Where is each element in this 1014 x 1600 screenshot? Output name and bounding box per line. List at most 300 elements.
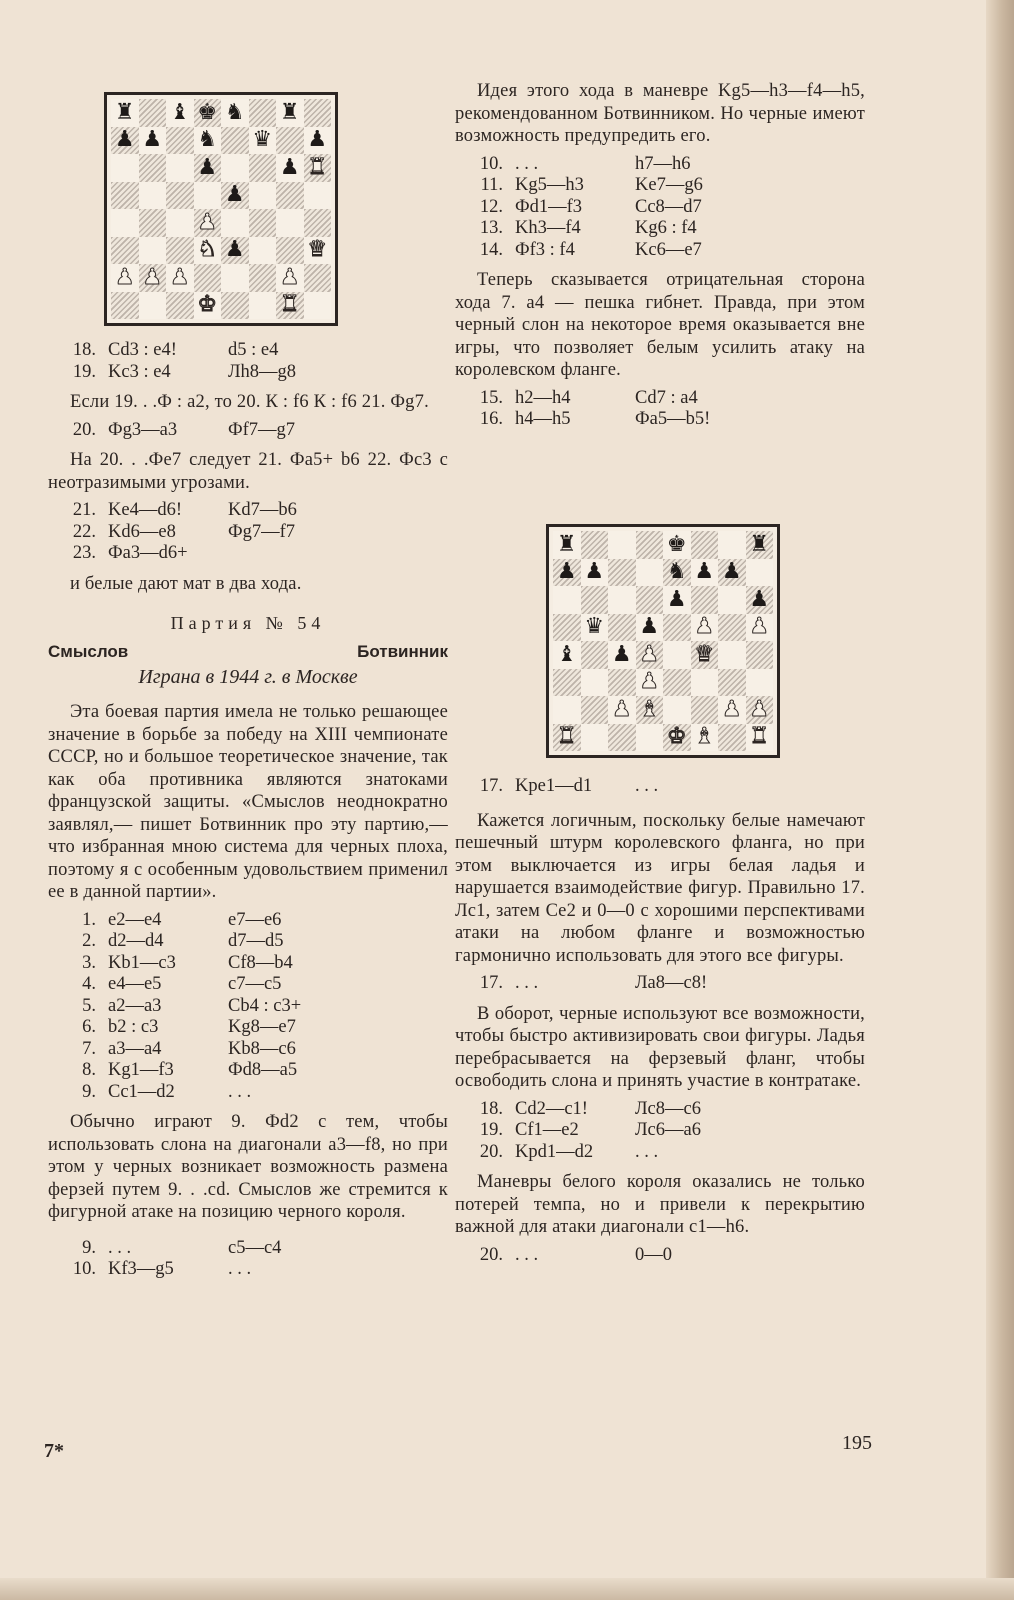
board-square xyxy=(166,182,194,210)
commentary: Теперь сказывается отрицательная сторона хода 7. a4 — пешка гибнет. Правда, при этом черный слон на некоторое время оказывается вне игры, что позволяет белым усилить атаку на королевском фланге. xyxy=(455,270,865,380)
board-square xyxy=(691,641,719,669)
chess-diagram-2 xyxy=(546,524,780,758)
board-square xyxy=(304,264,332,292)
move-row xyxy=(455,175,865,197)
board-square xyxy=(553,559,581,587)
page-edge xyxy=(986,0,1014,1600)
black-pawn-icon: ♟ xyxy=(666,586,687,612)
white-king-icon: ♚ xyxy=(666,724,687,750)
move-black: Фd8—a5 xyxy=(228,1060,298,1080)
board-square xyxy=(553,531,581,559)
board-square xyxy=(636,531,664,559)
move-white: d2—d4 xyxy=(108,931,164,951)
white-queen-icon: ♛ xyxy=(307,237,328,263)
board-square xyxy=(608,531,636,559)
board-square xyxy=(111,209,139,237)
move-white: . . . xyxy=(515,153,539,174)
white-rook-icon: ♜ xyxy=(279,292,300,318)
move-white: . . . xyxy=(515,1244,539,1265)
black-knight-icon: ♞ xyxy=(666,559,687,585)
commentary: Кажется логичным, поскольку белые намечают пешечный штурм королевского фланга, но при этом выключается из игры белая ладья и нарушается взаимодействие фигур. Правильно 17. Лc1, затем Ce2 и 0—0 с хорошими перспективами атаки на любом фланге и возможностью гармонично использовать для этого все фигуры. xyxy=(455,810,865,966)
board-square xyxy=(553,586,581,614)
board-square xyxy=(221,127,249,155)
board-square xyxy=(304,209,332,237)
board-square xyxy=(718,641,746,669)
white-knight-icon: ♞ xyxy=(197,237,218,263)
board-square xyxy=(663,614,691,642)
left-column xyxy=(48,334,448,1289)
game-place-date: Играна в 1944 г. в Москве xyxy=(138,666,358,688)
move-black: . . . xyxy=(228,1259,252,1279)
move-number: 16. xyxy=(479,409,503,429)
move-number: 21. xyxy=(72,500,96,520)
move-white: Kh3—f4 xyxy=(515,218,581,238)
commentary: На 20. . .Фe7 следует 21. Фa5+ b6 22. Фc3 с неотразимыми угрозами. xyxy=(48,450,448,493)
move-number: 5. xyxy=(82,995,96,1016)
right-column xyxy=(455,80,865,439)
move-white: Kf3—g5 xyxy=(108,1259,174,1279)
move-number: 17. xyxy=(479,973,503,993)
move-black: Cc8—d7 xyxy=(635,196,702,217)
commentary: Маневры белого короля оказались не только потерей темпа, но и привели к перекрытию важной для атаки диагонали c1—h6. xyxy=(455,1172,865,1237)
black-rook-icon: ♜ xyxy=(556,531,577,557)
move-white: . . . xyxy=(108,1237,132,1258)
move-white: Фf3 : f4 xyxy=(515,239,575,260)
board-square xyxy=(111,264,139,292)
move-black: . . . xyxy=(635,1141,659,1162)
black-bishop-icon: ♝ xyxy=(169,99,190,125)
move-row xyxy=(455,973,865,995)
move-black: Лh8—g8 xyxy=(228,361,297,382)
board-square xyxy=(166,99,194,127)
move-list xyxy=(455,1245,865,1267)
move-white: Cc1—d2 xyxy=(108,1081,175,1102)
board-square xyxy=(553,669,581,697)
board-square xyxy=(746,531,774,559)
board-square xyxy=(608,559,636,587)
move-row xyxy=(48,1017,448,1039)
black-pawn-icon: ♟ xyxy=(694,559,715,585)
move-row xyxy=(48,1039,448,1061)
board-square xyxy=(304,154,332,182)
board-square xyxy=(608,696,636,724)
move-black: Kc6—e7 xyxy=(635,239,702,260)
board-square xyxy=(608,724,636,752)
board-square xyxy=(581,586,609,614)
black-rook-icon: ♜ xyxy=(114,99,135,125)
board-square xyxy=(691,724,719,752)
white-pawn-icon: ♟ xyxy=(169,264,190,290)
move-list xyxy=(455,973,865,995)
move-number: 15. xyxy=(479,387,503,408)
board-square xyxy=(276,292,304,320)
move-black: Kd7—b6 xyxy=(228,500,297,520)
move-black: . . . xyxy=(228,1081,252,1102)
white-pawn-icon: ♟ xyxy=(197,209,218,235)
move-white: Фd1—f3 xyxy=(515,196,583,217)
board-square xyxy=(194,292,222,320)
move-number: 2. xyxy=(82,931,96,951)
move-number: 7. xyxy=(82,1038,96,1059)
board-square xyxy=(746,641,774,669)
board-square xyxy=(636,586,664,614)
black-queen-icon: ♛ xyxy=(584,614,605,640)
board-square xyxy=(276,264,304,292)
white-pawn-icon: ♟ xyxy=(114,264,135,290)
move-list xyxy=(48,340,448,383)
board-square xyxy=(111,99,139,127)
move-number: 10. xyxy=(72,1259,96,1279)
move-row xyxy=(48,1238,448,1260)
board-square xyxy=(746,696,774,724)
white-rook-icon: ♜ xyxy=(307,154,328,180)
board-square xyxy=(663,559,691,587)
move-row xyxy=(48,362,448,384)
move-white: Kd6—e8 xyxy=(108,521,176,542)
move-number: 14. xyxy=(479,239,503,260)
black-pawn-icon: ♟ xyxy=(611,641,632,667)
move-black xyxy=(228,543,368,565)
board-square xyxy=(718,531,746,559)
commentary: В оборот, черные используют все возможности, чтобы быстро активизировать свои фигуры. Ладья перебрасывается на ферзевый фланг, чтобы освободить слона и принять участие в контратаке. xyxy=(455,1003,865,1091)
board-square xyxy=(636,614,664,642)
move-number: 22. xyxy=(72,521,96,542)
move-row xyxy=(455,154,865,176)
board-square xyxy=(249,182,277,210)
board-square xyxy=(608,614,636,642)
board-square xyxy=(194,209,222,237)
commentary: Обычно играют 9. Фd2 с тем, чтобы использовать слона на диагонали a3—f8, но при этом у черных возникает возможность размена ферзей путем 9. . .cd. Смыслов же стремится к фигурной атаке на позицию черного короля. xyxy=(48,1112,448,1222)
move-row xyxy=(48,910,448,932)
board-square xyxy=(581,641,609,669)
move-white: Ke4—d6! xyxy=(108,500,182,520)
move-black: Фa5—b5! xyxy=(635,409,711,429)
move-list xyxy=(48,1238,448,1281)
move-row xyxy=(48,953,448,975)
white-pawn-icon: ♟ xyxy=(694,614,715,640)
black-pawn-icon: ♟ xyxy=(279,154,300,180)
page-number: 195 xyxy=(842,1432,872,1454)
board-square xyxy=(221,154,249,182)
commentary: Если 19. . .Ф : a2, то 20. К : f6 К : f6 21. Фg7. xyxy=(70,392,429,412)
white-rook-icon: ♜ xyxy=(556,724,577,750)
players xyxy=(48,642,448,662)
board-square xyxy=(691,559,719,587)
board-square xyxy=(276,182,304,210)
move-number: 20. xyxy=(479,1244,503,1265)
white-pawn-icon: ♟ xyxy=(749,614,770,640)
board-square xyxy=(746,724,774,752)
move-number: 13. xyxy=(479,218,503,238)
move-black: d5 : e4 xyxy=(228,340,279,360)
board-square xyxy=(194,264,222,292)
board-grid xyxy=(111,99,331,319)
move-row xyxy=(455,409,865,431)
black-pawn-icon: ♟ xyxy=(584,559,605,585)
board-square xyxy=(746,614,774,642)
move-black: Kb8—c6 xyxy=(228,1038,296,1059)
black-pawn-icon: ♟ xyxy=(556,559,577,585)
board-square xyxy=(691,586,719,614)
board-square xyxy=(111,292,139,320)
board-square xyxy=(718,559,746,587)
board-square xyxy=(608,586,636,614)
board-square xyxy=(636,724,664,752)
move-black: Cd7 : a4 xyxy=(635,387,698,408)
board-square xyxy=(718,586,746,614)
board-square xyxy=(581,614,609,642)
move-list xyxy=(48,500,448,565)
move-white: Kb1—c3 xyxy=(108,952,176,973)
board-square xyxy=(304,127,332,155)
board-square xyxy=(249,127,277,155)
move-number: 4. xyxy=(82,974,96,994)
move-white: Cd2—c1! xyxy=(515,1098,588,1119)
board-square xyxy=(249,99,277,127)
move-number: 9. xyxy=(82,1081,96,1102)
board-square xyxy=(166,154,194,182)
board-grid xyxy=(553,531,773,751)
commentary: Эта боевая партия имела не только решающее значение в борьбе за победу на XIII чемпионате СССР, но и большое теоретическое значение, так как оба противника являются знатоками французской защиты. «Смыслов неоднократно заявлял,— пишет Ботвинник про эту партию,— что избранная мною система для черных плоха, поэтому я с особенным удовольствием применил ее в данной партии». xyxy=(48,702,448,902)
board-square xyxy=(581,531,609,559)
black-bishop-icon: ♝ xyxy=(556,641,577,667)
board-square xyxy=(166,209,194,237)
black-pawn-icon: ♟ xyxy=(749,586,770,612)
move-white: Kpd1—d2 xyxy=(515,1141,594,1162)
board-square xyxy=(691,614,719,642)
board-square xyxy=(746,586,774,614)
move-row xyxy=(48,340,448,362)
board-square xyxy=(636,641,664,669)
move-row xyxy=(48,1060,448,1082)
move-row xyxy=(48,1259,448,1281)
move-white: Kg1—f3 xyxy=(108,1060,174,1080)
board-square xyxy=(221,292,249,320)
board-square xyxy=(608,669,636,697)
board-square xyxy=(139,264,167,292)
board-square xyxy=(111,237,139,265)
move-row xyxy=(48,420,448,442)
board-square xyxy=(636,696,664,724)
move-black: Лa8—c8! xyxy=(635,973,708,993)
black-knight-icon: ♞ xyxy=(197,127,218,153)
board-square xyxy=(663,641,691,669)
commentary: Идея этого хода в маневре Kg5—h3—f4—h5, рекомендованном Ботвинником. Но черные имеют возможность предупредить его. xyxy=(455,81,865,146)
board-square xyxy=(581,696,609,724)
board-square xyxy=(663,586,691,614)
move-row xyxy=(455,240,865,262)
white-pawn-icon: ♟ xyxy=(749,696,770,722)
board-square xyxy=(718,614,746,642)
board-square xyxy=(166,127,194,155)
board-square xyxy=(139,127,167,155)
black-queen-icon: ♛ xyxy=(252,127,273,153)
board-square xyxy=(194,99,222,127)
white-queen-icon: ♛ xyxy=(694,641,715,667)
white-king-icon: ♚ xyxy=(197,292,218,318)
move-white: e4—e5 xyxy=(108,974,162,994)
black-pawn-icon: ♟ xyxy=(224,237,245,263)
move-number: 1. xyxy=(82,909,96,930)
move-black: Cb4 : c3+ xyxy=(228,995,302,1016)
board-square xyxy=(718,696,746,724)
board-square xyxy=(553,724,581,752)
board-square xyxy=(249,292,277,320)
move-number: 18. xyxy=(72,340,96,360)
board-square xyxy=(553,614,581,642)
move-black: c7—c5 xyxy=(228,974,282,994)
move-row xyxy=(48,500,448,522)
board-square xyxy=(139,182,167,210)
move-number: 23. xyxy=(72,543,96,563)
board-square xyxy=(221,182,249,210)
board-square xyxy=(194,182,222,210)
board-square xyxy=(166,264,194,292)
move-black: h7—h6 xyxy=(635,153,691,174)
move-white: Фg3—a3 xyxy=(108,419,178,440)
black-pawn-icon: ♟ xyxy=(307,127,328,153)
move-number: 9. xyxy=(82,1237,96,1258)
board-square xyxy=(691,531,719,559)
move-row xyxy=(48,974,448,996)
white-pawn-icon: ♟ xyxy=(279,264,300,290)
chess-diagram-1 xyxy=(104,92,338,326)
black-knight-icon: ♞ xyxy=(224,99,245,125)
board-square xyxy=(663,724,691,752)
board-square xyxy=(139,209,167,237)
move-number: 3. xyxy=(82,952,96,973)
move-white: Kg5—h3 xyxy=(515,175,584,195)
board-square xyxy=(663,531,691,559)
board-square xyxy=(304,292,332,320)
move-white: h2—h4 xyxy=(515,387,571,408)
move-white: e2—e4 xyxy=(108,909,162,930)
board-square xyxy=(194,154,222,182)
move-list xyxy=(455,154,865,262)
move-black: c5—c4 xyxy=(228,1237,282,1258)
board-square xyxy=(276,209,304,237)
black-king-icon: ♚ xyxy=(197,99,218,125)
right-column-lower xyxy=(455,776,865,1274)
move-white: a2—a3 xyxy=(108,995,162,1016)
player-white: Смыслов xyxy=(48,642,129,661)
board-square xyxy=(663,669,691,697)
move-row xyxy=(48,522,448,544)
board-square xyxy=(276,237,304,265)
board-square xyxy=(111,182,139,210)
board-square xyxy=(276,154,304,182)
move-number: 6. xyxy=(82,1017,96,1037)
white-pawn-icon: ♟ xyxy=(142,264,163,290)
move-row xyxy=(455,197,865,219)
white-pawn-icon: ♟ xyxy=(721,696,742,722)
move-black: Kg6 : f4 xyxy=(635,218,697,238)
board-square xyxy=(139,99,167,127)
black-pawn-icon: ♟ xyxy=(639,614,660,640)
white-bishop-icon: ♝ xyxy=(694,724,715,750)
black-rook-icon: ♜ xyxy=(279,99,300,125)
move-black: e7—e6 xyxy=(228,909,282,930)
board-square xyxy=(166,237,194,265)
move-black: Ke7—g6 xyxy=(635,175,703,195)
move-row xyxy=(455,1142,865,1164)
move-row xyxy=(455,1245,865,1267)
move-list xyxy=(48,910,448,1104)
board-square xyxy=(166,292,194,320)
board-square xyxy=(194,127,222,155)
black-pawn-icon: ♟ xyxy=(721,559,742,585)
move-number: 11. xyxy=(480,175,503,195)
player-black: Ботвинник xyxy=(357,642,448,661)
move-black: Фf7—g7 xyxy=(228,419,296,440)
board-square xyxy=(249,237,277,265)
board-square xyxy=(636,559,664,587)
board-square xyxy=(608,641,636,669)
board-square xyxy=(194,237,222,265)
move-list xyxy=(455,388,865,431)
board-square xyxy=(746,559,774,587)
board-square xyxy=(304,182,332,210)
white-pawn-icon: ♟ xyxy=(639,641,660,667)
board-square xyxy=(139,237,167,265)
move-row xyxy=(48,543,448,565)
move-number: 10. xyxy=(479,153,503,174)
board-square xyxy=(746,669,774,697)
board-square xyxy=(276,99,304,127)
move-number: 8. xyxy=(82,1060,96,1080)
move-row xyxy=(455,218,865,240)
board-square xyxy=(221,99,249,127)
commentary: и белые дают мат в два хода. xyxy=(70,573,302,594)
printer-signature: 7* xyxy=(44,1440,64,1462)
move-black: Kg8—e7 xyxy=(228,1017,296,1037)
board-square xyxy=(581,669,609,697)
move-list xyxy=(455,1099,865,1164)
black-rook-icon: ♜ xyxy=(749,531,770,557)
move-white: h4—h5 xyxy=(515,409,571,429)
move-number: 20. xyxy=(72,419,96,440)
move-white: Cd3 : e4! xyxy=(108,340,177,360)
board-square xyxy=(581,724,609,752)
move-black: 0—0 xyxy=(635,1244,672,1265)
board-square xyxy=(636,669,664,697)
move-number: 20. xyxy=(479,1141,503,1162)
board-square xyxy=(111,127,139,155)
board-square xyxy=(581,559,609,587)
board-square xyxy=(221,264,249,292)
board-square xyxy=(249,154,277,182)
move-black: Фg7—f7 xyxy=(228,521,296,542)
board-square xyxy=(553,696,581,724)
board-square xyxy=(304,99,332,127)
move-black: Cf8—b4 xyxy=(228,952,293,973)
board-square xyxy=(276,127,304,155)
white-rook-icon: ♜ xyxy=(749,724,770,750)
board-square xyxy=(249,264,277,292)
black-king-icon: ♚ xyxy=(666,531,687,557)
move-row xyxy=(455,776,865,798)
board-square xyxy=(553,641,581,669)
move-black: . . . xyxy=(635,776,659,796)
move-white: Cf1—e2 xyxy=(515,1120,579,1140)
move-white: Фa3—d6+ xyxy=(108,543,188,563)
board-square xyxy=(221,237,249,265)
board-square xyxy=(139,292,167,320)
move-number: 12. xyxy=(479,196,503,217)
white-bishop-icon: ♝ xyxy=(639,696,660,722)
move-number: 17. xyxy=(479,776,503,796)
board-square xyxy=(691,669,719,697)
